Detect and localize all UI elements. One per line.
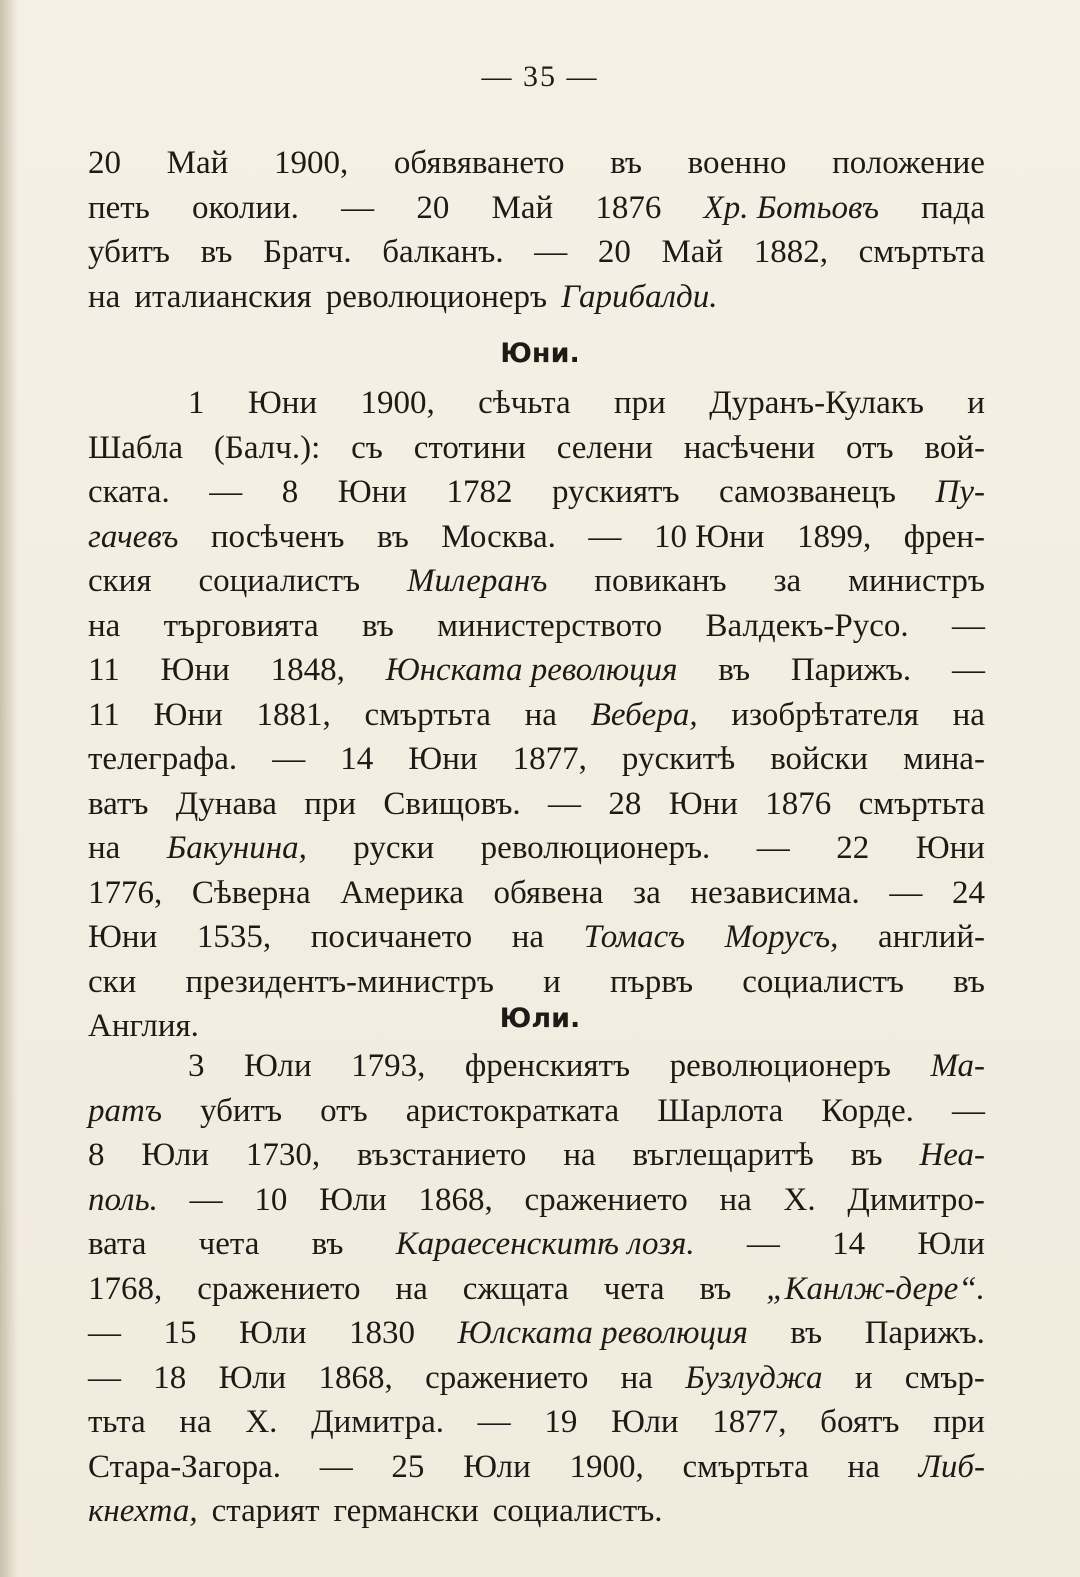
word: въ xyxy=(311,1226,344,1262)
word: 1877, xyxy=(512,741,587,777)
word: Юли xyxy=(218,1359,287,1396)
word: при xyxy=(933,1404,985,1440)
text-line xyxy=(88,608,985,653)
word: — xyxy=(889,874,923,911)
heading-july: Юли. xyxy=(499,1003,581,1034)
paragraph-june xyxy=(88,385,985,1053)
word: Юли xyxy=(463,1448,531,1485)
word: Гарибалди. xyxy=(561,278,718,315)
word: при xyxy=(304,785,357,822)
word: въ xyxy=(850,1137,883,1173)
word: италианския xyxy=(134,278,312,315)
word: Юли xyxy=(244,1048,312,1084)
word: — xyxy=(951,1092,985,1129)
word: — xyxy=(209,474,243,510)
word: Х. xyxy=(783,1181,816,1218)
text-line xyxy=(88,697,985,742)
word: Корде. xyxy=(821,1092,914,1129)
text-line xyxy=(88,1226,985,1271)
word: на xyxy=(620,1359,653,1396)
word: отъ xyxy=(846,429,894,466)
word: Шабла xyxy=(88,429,184,466)
word: 24 xyxy=(951,874,985,911)
word: 14 xyxy=(340,741,374,777)
word: на xyxy=(88,278,121,315)
word: 1900, xyxy=(360,385,435,421)
word: 8 xyxy=(88,1137,105,1173)
word: министръ xyxy=(848,563,985,599)
word: аристократката xyxy=(405,1092,620,1129)
word: Димитро- xyxy=(847,1181,985,1218)
word: революционеръ xyxy=(325,278,548,315)
word: кнехта, xyxy=(88,1493,198,1529)
word: смъртьта xyxy=(364,696,491,733)
word: Хр. Ботьовъ xyxy=(703,189,880,226)
word: военно xyxy=(687,145,787,181)
word: Х. xyxy=(245,1404,278,1440)
word: — xyxy=(272,741,306,777)
word: 1868, xyxy=(318,1359,393,1396)
word: 15 xyxy=(163,1315,197,1351)
paragraph-july xyxy=(88,1048,985,1538)
text-line xyxy=(88,1271,985,1316)
word: социалистъ. xyxy=(492,1493,663,1529)
text-line xyxy=(88,1315,985,1360)
word: Юли xyxy=(141,1137,209,1173)
text-line xyxy=(88,1093,985,1138)
text-line xyxy=(88,145,985,190)
word: Братч. xyxy=(263,234,352,270)
word: петь xyxy=(88,189,150,226)
word: „Канлж-дере“. xyxy=(766,1270,985,1307)
word: чета xyxy=(198,1226,260,1262)
word: 1730, xyxy=(245,1137,321,1173)
word: Юни xyxy=(408,741,478,777)
word: министерството xyxy=(437,607,663,644)
text-line xyxy=(88,190,985,235)
word: Бузлуджа xyxy=(685,1359,823,1396)
word: 1899, xyxy=(796,518,872,555)
word: 1876 xyxy=(595,189,662,226)
word: Юни xyxy=(337,474,407,510)
word: смъртьта xyxy=(682,1448,809,1485)
text-line xyxy=(88,1360,985,1405)
word: (Балч.): xyxy=(213,429,321,466)
word: — xyxy=(746,1226,780,1262)
text-line xyxy=(88,652,985,697)
word: на xyxy=(511,919,545,955)
word: — xyxy=(319,1448,353,1485)
word: въ xyxy=(953,963,985,1000)
word: 14 xyxy=(832,1226,866,1262)
word: вата xyxy=(88,1226,147,1262)
text-line xyxy=(88,385,985,430)
word: въ xyxy=(790,1315,823,1351)
word: Юнската революция xyxy=(385,652,678,688)
word: пада xyxy=(921,189,985,226)
word: убитъ xyxy=(200,1092,283,1129)
word: и xyxy=(967,385,985,421)
word: революционеръ xyxy=(669,1048,891,1084)
word: Шарлота xyxy=(657,1092,784,1129)
word: 3 xyxy=(188,1048,205,1084)
word: Морусъ, xyxy=(724,919,839,955)
word: самозванецъ xyxy=(719,474,896,510)
word: 1535, xyxy=(196,919,272,955)
text-line xyxy=(88,519,985,564)
word: Май xyxy=(661,234,724,270)
text-line xyxy=(88,1137,985,1182)
word: Стара-Загора. xyxy=(88,1448,281,1485)
word: Юни xyxy=(88,919,158,955)
word: Свищовъ. xyxy=(383,785,521,822)
word: на xyxy=(847,1448,880,1485)
word: Москва. xyxy=(441,518,556,555)
word: 1868, xyxy=(418,1181,493,1218)
text-line xyxy=(88,830,985,875)
word: 1882, xyxy=(753,234,828,270)
word: Томасъ xyxy=(583,919,685,955)
word: революционеръ. xyxy=(480,830,711,866)
word: — xyxy=(548,785,582,822)
word: сражението xyxy=(197,1270,361,1307)
word: на xyxy=(563,1137,596,1173)
word: 1881, xyxy=(256,696,331,733)
word: социалистъ xyxy=(742,963,904,1000)
word: 11 xyxy=(88,696,120,733)
word: — xyxy=(341,189,375,226)
word: Милеранъ xyxy=(407,563,548,599)
word: първъ xyxy=(610,963,694,1000)
word: поль. xyxy=(88,1181,158,1218)
word: въ xyxy=(718,652,751,688)
word: въглещаритѣ xyxy=(632,1137,814,1173)
word: стотини xyxy=(413,429,526,466)
word: изобрѣтателя xyxy=(731,696,919,733)
word: Либ- xyxy=(918,1448,985,1485)
word: 19 xyxy=(544,1404,578,1440)
word: балканъ. xyxy=(382,234,504,270)
text-line xyxy=(88,1493,985,1538)
word: — xyxy=(189,1181,223,1218)
word: на xyxy=(719,1181,752,1218)
word: 20 xyxy=(88,145,121,181)
word: на xyxy=(952,696,985,733)
word: рускиятъ xyxy=(551,474,680,510)
word: и xyxy=(854,1359,873,1396)
word: на xyxy=(395,1270,428,1307)
word: Парижъ. xyxy=(864,1315,985,1351)
word: Караесенскитѣ лозя. xyxy=(395,1226,695,1262)
word: 20 xyxy=(597,234,631,270)
word: Юни xyxy=(915,830,985,866)
word: ската. xyxy=(88,474,170,510)
page-edge-shadow xyxy=(0,0,18,1577)
word: — xyxy=(477,1404,511,1440)
word: Неа- xyxy=(919,1137,985,1173)
word: вой- xyxy=(924,429,985,466)
word: 10 Юни xyxy=(653,518,765,555)
word: въ xyxy=(699,1270,732,1307)
word: Май xyxy=(491,189,554,226)
word: ския xyxy=(88,563,152,599)
text-line xyxy=(88,563,985,608)
word: 1900, xyxy=(569,1448,644,1485)
word: сѣчьта xyxy=(478,385,571,421)
word: Юни xyxy=(668,785,738,822)
word: Май xyxy=(166,145,229,181)
word: 1877, xyxy=(712,1404,787,1440)
word: и xyxy=(543,963,561,1000)
word: боятъ xyxy=(820,1404,900,1440)
word: френ- xyxy=(903,518,985,555)
word: 1830 xyxy=(349,1315,416,1351)
text-line xyxy=(88,474,985,519)
word: на xyxy=(88,830,121,866)
word: — xyxy=(534,234,568,270)
word: 1768, xyxy=(88,1270,163,1307)
word: Димитра. xyxy=(311,1404,444,1440)
word: при xyxy=(614,385,666,421)
word: мина- xyxy=(903,741,985,777)
word: възстанието xyxy=(357,1137,527,1173)
word: Сѣверна xyxy=(191,874,311,911)
text-line xyxy=(88,430,985,475)
word: — xyxy=(951,652,985,688)
word: 1793, xyxy=(351,1048,426,1084)
word: ратъ xyxy=(88,1092,162,1129)
word: убитъ xyxy=(88,234,171,270)
word: 1876 xyxy=(765,785,832,822)
word: въ xyxy=(610,145,642,181)
word: Юли xyxy=(238,1315,307,1351)
word: Юлската революция xyxy=(457,1315,748,1351)
word: посѣченъ xyxy=(210,518,345,555)
word: социалистъ xyxy=(198,563,361,599)
word: ватъ xyxy=(88,785,149,822)
word: смъртьта xyxy=(858,234,985,270)
word: смъртьта xyxy=(858,785,985,822)
word: Вебера, xyxy=(590,696,698,733)
word: Англия. xyxy=(88,1008,199,1044)
word: 1900, xyxy=(274,145,349,181)
word: за xyxy=(633,874,661,911)
word: сражението xyxy=(425,1359,589,1396)
word: 1776, xyxy=(88,874,163,911)
text-line xyxy=(88,875,985,920)
word: 10 xyxy=(254,1181,288,1218)
word: 28 xyxy=(608,785,642,822)
word: обявена xyxy=(493,874,604,911)
word: — xyxy=(88,1315,121,1351)
word: Дуранъ-Кулакъ xyxy=(709,385,924,421)
word: Валдекъ-Русо. xyxy=(705,607,909,644)
word: положение xyxy=(832,145,985,181)
word: сжщата xyxy=(462,1270,569,1307)
word: въ xyxy=(200,234,233,270)
word: гачевъ xyxy=(88,518,179,555)
word: рускитѣ xyxy=(621,741,736,777)
text-line xyxy=(88,919,985,964)
word: за xyxy=(773,563,802,599)
word: войски xyxy=(770,741,869,777)
word: англий- xyxy=(878,919,985,955)
text-line xyxy=(88,786,985,831)
word: Юли xyxy=(319,1181,387,1218)
word: Америка xyxy=(340,874,464,911)
text-line xyxy=(88,279,985,324)
text-line xyxy=(88,234,985,279)
word: отъ xyxy=(320,1092,368,1129)
word: 25 xyxy=(391,1448,425,1485)
word: 8 xyxy=(281,474,299,510)
word: независима. xyxy=(690,874,860,911)
text-line xyxy=(88,741,985,786)
word: повиканъ xyxy=(594,563,727,599)
word: 1782 xyxy=(446,474,513,510)
word: сражението xyxy=(524,1181,688,1218)
word: селени xyxy=(556,429,653,466)
word: 18 xyxy=(153,1359,187,1396)
heading-june: Юни. xyxy=(500,338,580,369)
word: 1848, xyxy=(270,652,345,688)
word: ски xyxy=(88,963,137,1000)
page-number: — 35 — xyxy=(481,60,599,93)
text-line xyxy=(88,1404,985,1449)
word: въ xyxy=(376,518,409,555)
word: 22 xyxy=(836,830,870,866)
word: Парижъ. xyxy=(790,652,912,688)
word: Юли xyxy=(917,1226,985,1262)
text-line xyxy=(88,1182,985,1227)
word: 1 xyxy=(188,385,205,421)
word: Юни xyxy=(160,652,230,688)
word: околии. xyxy=(191,189,299,226)
word: съ xyxy=(351,429,383,466)
word: руски xyxy=(353,830,435,866)
paragraph-may xyxy=(88,145,985,323)
word: посичането xyxy=(310,919,473,955)
word: Ма- xyxy=(930,1048,985,1084)
word: на xyxy=(524,696,557,733)
word: Юни xyxy=(247,385,318,421)
word: — xyxy=(588,518,622,555)
word: въ xyxy=(362,607,394,644)
word: насѣчени xyxy=(683,429,816,466)
word: — xyxy=(951,607,985,644)
word: френскиятъ xyxy=(464,1048,631,1084)
word: Юни xyxy=(153,696,223,733)
word: търговията xyxy=(163,607,319,644)
word: президентъ-министръ xyxy=(185,963,494,1000)
word: на xyxy=(179,1404,212,1440)
word: Пу- xyxy=(935,474,985,510)
word: — xyxy=(756,830,790,866)
text-line xyxy=(88,1449,985,1494)
text-line xyxy=(88,1048,985,1093)
word: обявяването xyxy=(393,145,565,181)
word: чета xyxy=(603,1270,665,1307)
text-line xyxy=(88,964,985,1009)
word: 20 xyxy=(416,189,450,226)
word: смър- xyxy=(904,1359,985,1396)
word: Бакунина, xyxy=(166,830,307,866)
word: телеграфа. xyxy=(88,741,238,777)
word: на xyxy=(88,607,121,644)
word: германски xyxy=(333,1493,479,1529)
word: — xyxy=(88,1359,121,1396)
word: Дунава xyxy=(175,785,277,822)
word: старият xyxy=(211,1493,320,1529)
word: Юли xyxy=(610,1404,679,1440)
word: 11 xyxy=(88,652,120,688)
word: тьта xyxy=(88,1404,146,1440)
